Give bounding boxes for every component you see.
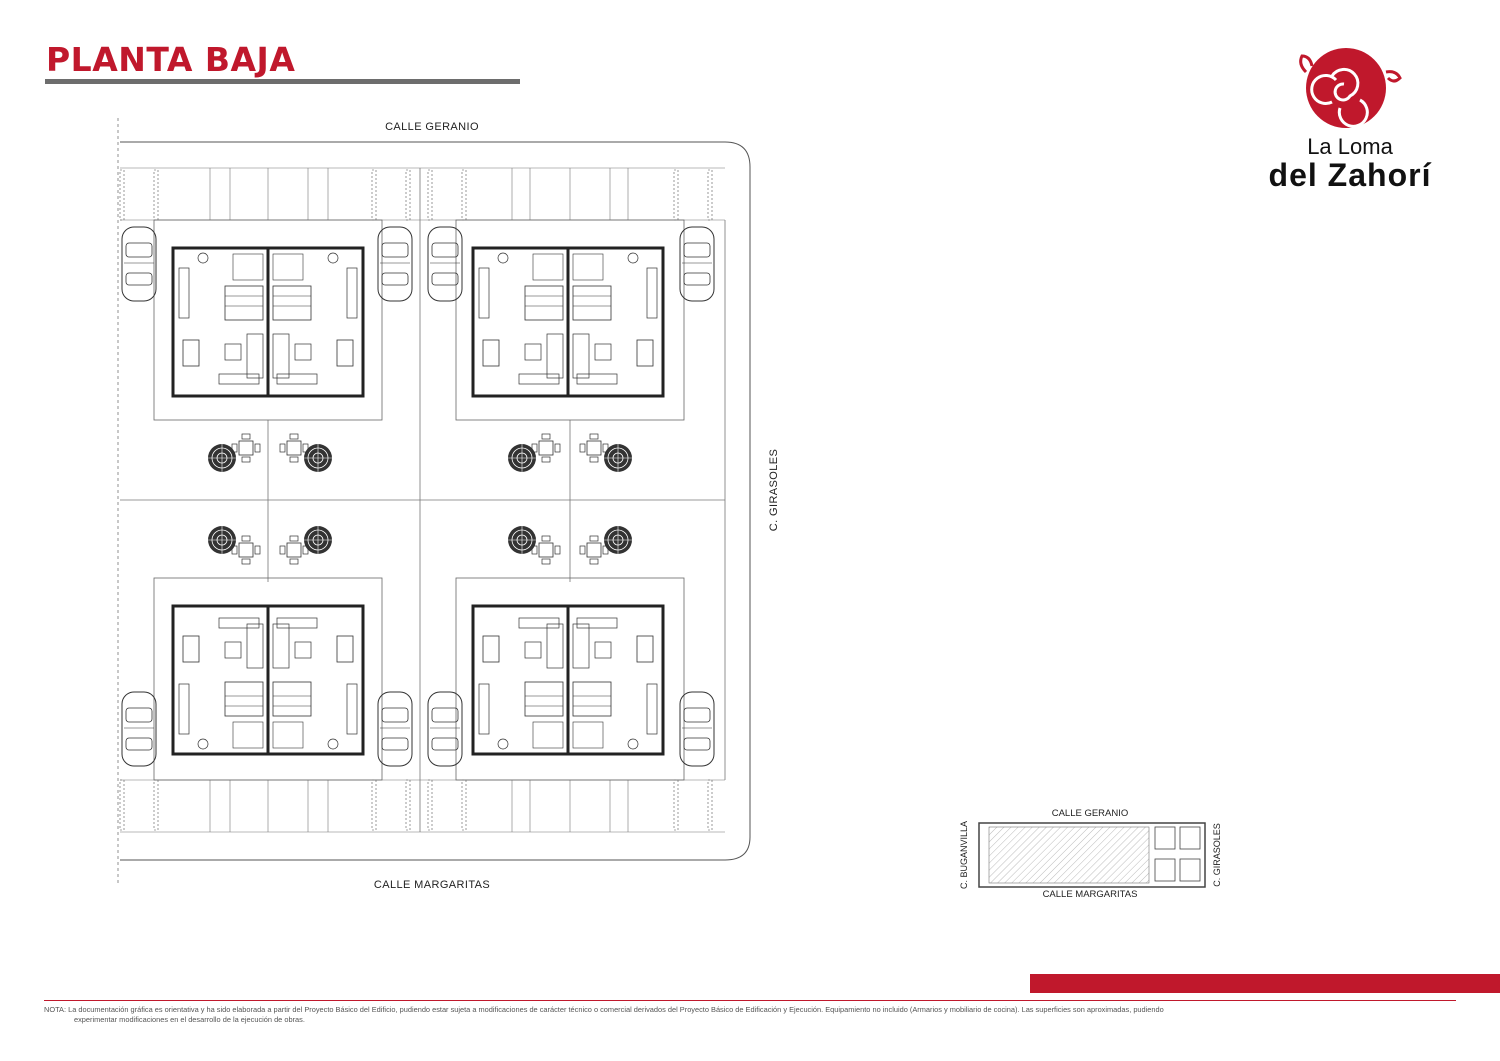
footer-note-line1: NOTA: La documentación gráfica es orientativa y ha sido elaborada a partir del Proyecto Básico del Edificio, pudiendo estar sujeta a modificaciones de carácter técnico o comercial derivados del Proyecto Básico de Edificación y Ejecución. Equipamiento no incluido (Armarios y mobiliario de cocina). Las superficies son aproximadas, pudiendo bbox=[44, 1005, 1164, 1014]
key-street-right: C. GIRASOLES bbox=[1212, 823, 1222, 887]
street-label-right: C. GIRASOLES bbox=[768, 448, 780, 532]
page-title: PLANTA BAJA bbox=[46, 40, 296, 79]
footer-note bbox=[44, 1005, 1464, 1025]
title-underline bbox=[45, 79, 520, 84]
key-street-left: C. BUGANVILLA bbox=[959, 820, 969, 890]
site-plan bbox=[110, 112, 790, 902]
footer-note-line2: experimentar modificaciones en el desarrollo de la ejecución de obras. bbox=[74, 1015, 305, 1024]
note-divider bbox=[44, 1000, 1456, 1001]
key-street-bottom: CALLE MARGARITAS bbox=[1042, 889, 1138, 900]
brand-line2: del Zahorí bbox=[1268, 157, 1432, 192]
accent-bar bbox=[1030, 974, 1500, 993]
brand-logo bbox=[1236, 42, 1456, 192]
street-label-bottom: CALLE MARGARITAS bbox=[373, 879, 491, 891]
street-label-top: CALLE GERANIO bbox=[385, 121, 479, 133]
brand-line1: La Loma bbox=[1307, 134, 1393, 159]
triskele-emblem-icon bbox=[1301, 48, 1400, 128]
key-plan bbox=[955, 805, 1230, 905]
key-street-top: CALLE GERANIO bbox=[1051, 808, 1129, 819]
